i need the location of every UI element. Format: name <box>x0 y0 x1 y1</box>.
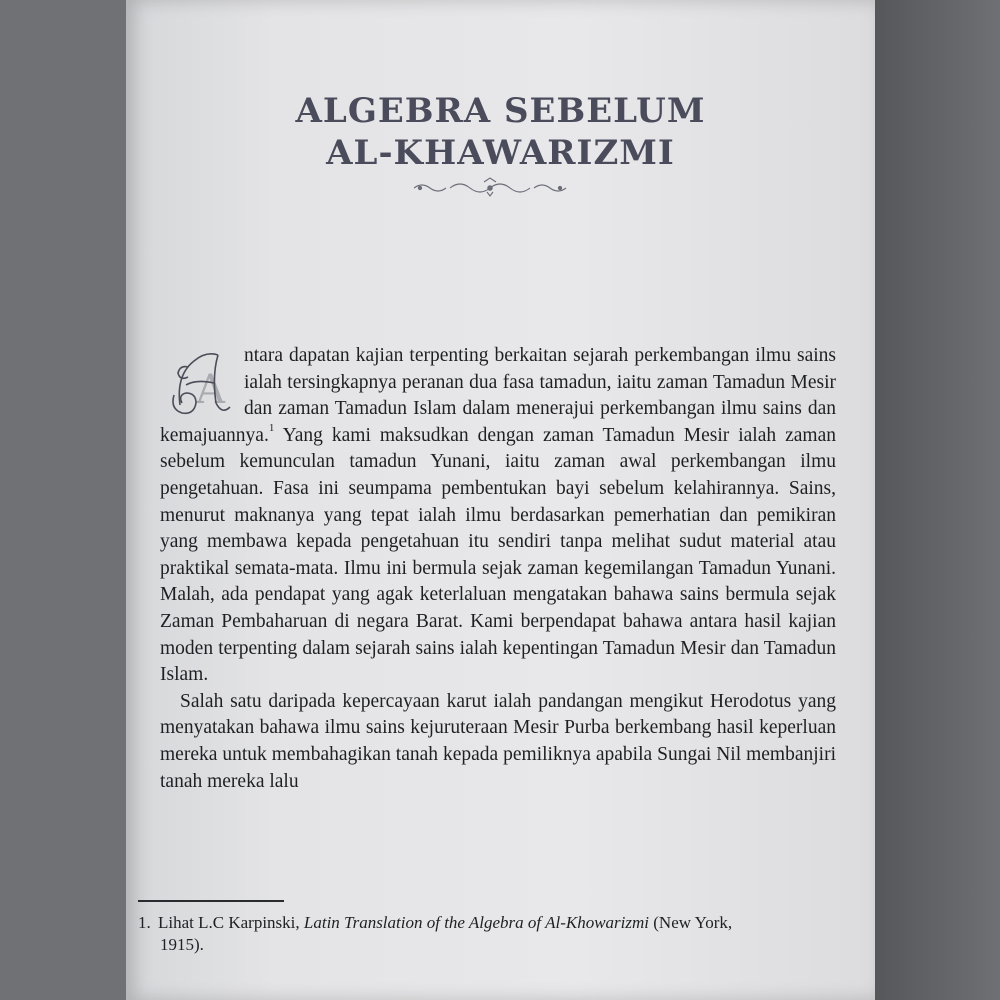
paragraph-1-continuation: Yang kami maksudkan dengan zaman Tamadun Mesir ialah zaman sebelum kemunculan tamadun Yunani, iaitu zaman awal perkembangan ilmu pengetahuan. Fasa ini seumpama pembentukan bayi sebelum kelahirannya. Sains, menurut maknanya yang tepat ialah ilmu berdasarkan pemerhatian dan pemikiran yang membawa kepada pengetahuan itu sendiri tanpa melihat sudut material atau praktikal semata-mata. Ilmu ini bermula sejak zaman kegemilangan Tamadun Yunani. Malah, ada pendapat yang agak keterlaluan mengatakan bahawa sains bermula sejak Zaman Pembaharuan di negara Barat. Kami berpendapat bahawa antara hasil kajian moden terpenting dalam sejarah sains ialah kepentingan Tamadun Mesir dan Tamadun Islam. <box>160 424 836 686</box>
body-text <box>160 343 836 795</box>
chapter-title-line-1: ALGEBRA SEBELUM <box>295 91 706 131</box>
ornament-divider-icon <box>410 176 570 200</box>
svg-text:A: A <box>196 367 225 413</box>
footnote-suffix-1: (New York, <box>649 913 733 932</box>
paragraph-1 <box>160 343 836 689</box>
footnote-number: 1. <box>138 913 151 932</box>
footnote-1 <box>138 912 838 956</box>
footnote-reference[interactable]: 1 <box>268 421 275 434</box>
book-page <box>126 0 875 1000</box>
paragraph-2: Salah satu daripada kepercayaan karut ialah pandangan mengikut Herodotus yang menyatakan bahawa ilmu sains kejuruteraan Mesir Purba berkembang hasil keperluan mereka untuk membahagikan tanah kepada pemiliknya apabila Sungai Nil membanjiri tanah mereka lalu <box>160 690 836 792</box>
background-edge <box>875 0 1000 1000</box>
footnote-suffix-2: 1915). <box>160 935 204 954</box>
footnote-book-title: Latin Translation of the Algebra of Al-Khowarizmi <box>303 913 649 932</box>
paragraph-1-text: ntara dapatan kajian terpenting berkaitan sejarah perkembangan ilmu sains ialah tersingkapnya peranan dua fasa tamadun, iaitu zaman Tamadun Mesir dan zaman Tamadun Islam dalam menerajui perkembangan ilmu sains dan kemajuannya. <box>160 345 836 446</box>
footnote-prefix: Lihat L.C Karpinski, <box>158 913 304 932</box>
chapter-title-line-2: AL-KHAWARIZMI <box>326 133 675 173</box>
decorative-dropcap-icon <box>166 345 238 419</box>
footnote-divider <box>138 900 284 902</box>
